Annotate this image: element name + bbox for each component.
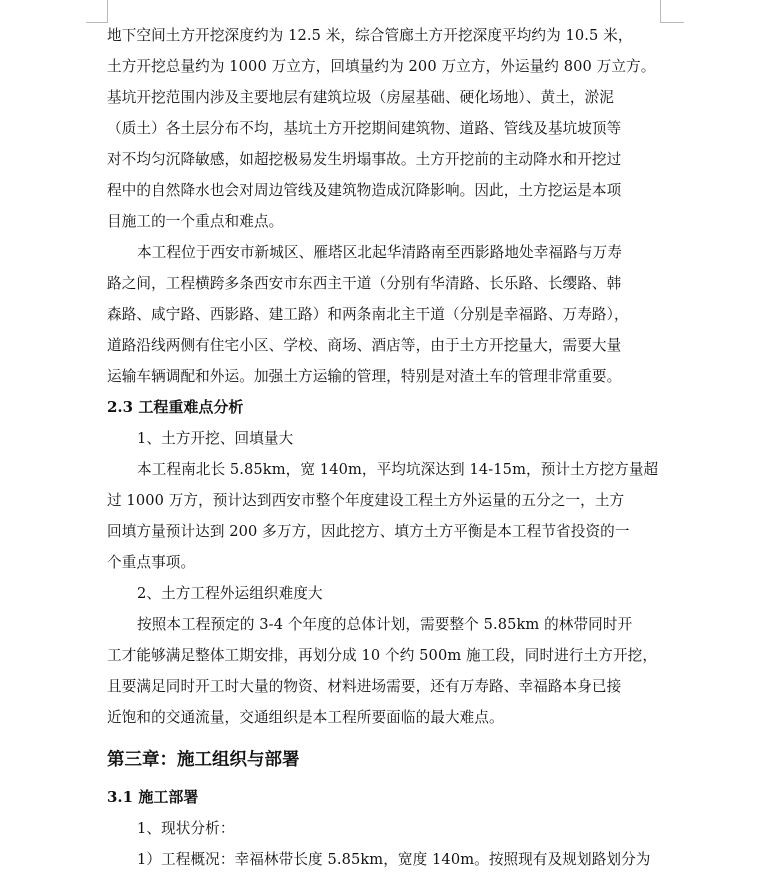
text-line: 1）工程概况：幸福林带长度 5.85km，宽度 140m。按照现有及规划路划分为 — [137, 851, 651, 868]
text-line: 过 1000 万方，预计达到西安市整个年度建设工程土方外运量的五分之一，土方 — [107, 492, 625, 509]
paragraph-earthwork — [107, 20, 665, 237]
text-line: 目施工的一个重点和难点。 — [107, 213, 284, 230]
list-item-title: 2、土方工程外运组织难度大 — [137, 585, 323, 602]
paragraph-volume — [107, 454, 665, 578]
paragraph-transport — [107, 609, 665, 733]
text-line: 土方开挖总量约为 1000 万立方，回填量约为 200 万立方，外运量约 800 万立方。 — [107, 58, 656, 75]
paragraph-location — [107, 237, 665, 392]
text-line: 本工程位于西安市新城区、雁塔区北起华清路南至西影路地处幸福路与万寿 — [137, 244, 622, 261]
text-line: 工才能够满足整体工期安排，再划分成 10 个约 500m 施工段，同时进行土方开挖， — [107, 647, 658, 664]
document-body — [107, 20, 665, 875]
text-line: 且要满足同时开工时大量的物资、材料进场需要，还有万寿路、幸福路本身已接 — [107, 678, 622, 695]
page-corner-mark — [660, 0, 661, 22]
text-line: 近饱和的交通流量，交通组织是本工程所要面临的最大难点。 — [107, 709, 504, 726]
text-line: 回填方量预计达到 200 多万方，因此挖方、填方土方平衡是本工程节省投资的一 — [107, 523, 630, 540]
text-line: 对不均匀沉降敏感，如超挖极易发生坍塌事故。土方开挖前的主动降水和开挖过 — [107, 151, 622, 168]
list-item-title: 1、土方开挖、回填量大 — [137, 430, 294, 447]
text-line: 运输车辆调配和外运。加强土方运输的管理，特别是对渣土车的管理非常重要。 — [107, 368, 622, 385]
chapter-heading: 第三章：施工组织与部署 — [107, 750, 300, 770]
text-line: 路之间，工程横跨多条西安市东西主干道（分别有华清路、长乐路、长缨路、韩 — [107, 275, 622, 292]
text-line: 本工程南北长 5.85km，宽 140m，平均坑深达到 14-15m，预计土方挖方量超 — [137, 461, 659, 478]
text-line: 程中的自然降水也会对周边管线及建筑物造成沉降影响。因此，土方挖运是本项 — [107, 182, 622, 199]
text-line: （质土）各土层分布不均，基坑土方开挖期间建筑物、道路、管线及基坑坡顶等 — [107, 120, 622, 137]
text-line: 道路沿线两侧有住宅小区、学校、商场、酒店等，由于土方开挖量大，需要大量 — [107, 337, 622, 354]
text-line: 森路、咸宁路、西影路、建工路）和两条南北主干道（分别是幸福路、万寿路）， — [107, 306, 629, 323]
section-heading: 2.3 工程重难点分析 — [107, 398, 244, 416]
section-heading: 3.1 施工部署 — [107, 788, 199, 806]
text-line: 按照本工程预定的 3-4 个年度的总体计划，需要整个 5.85km 的林带同时开 — [137, 616, 633, 633]
text-line: 基坑开挖范围内涉及主要地层有建筑垃圾（房屋基础、硬化场地）、黄土，淤泥 — [107, 89, 614, 106]
list-item-title: 1、现状分析： — [137, 820, 235, 837]
page-corner-mark — [86, 22, 108, 23]
text-line: 地下空间土方开挖深度约为 12.5 米，综合管廊土方开挖深度平均约为 10.5 米， — [107, 27, 633, 44]
text-line: 个重点事项。 — [107, 554, 196, 571]
page-corner-mark — [107, 0, 108, 22]
